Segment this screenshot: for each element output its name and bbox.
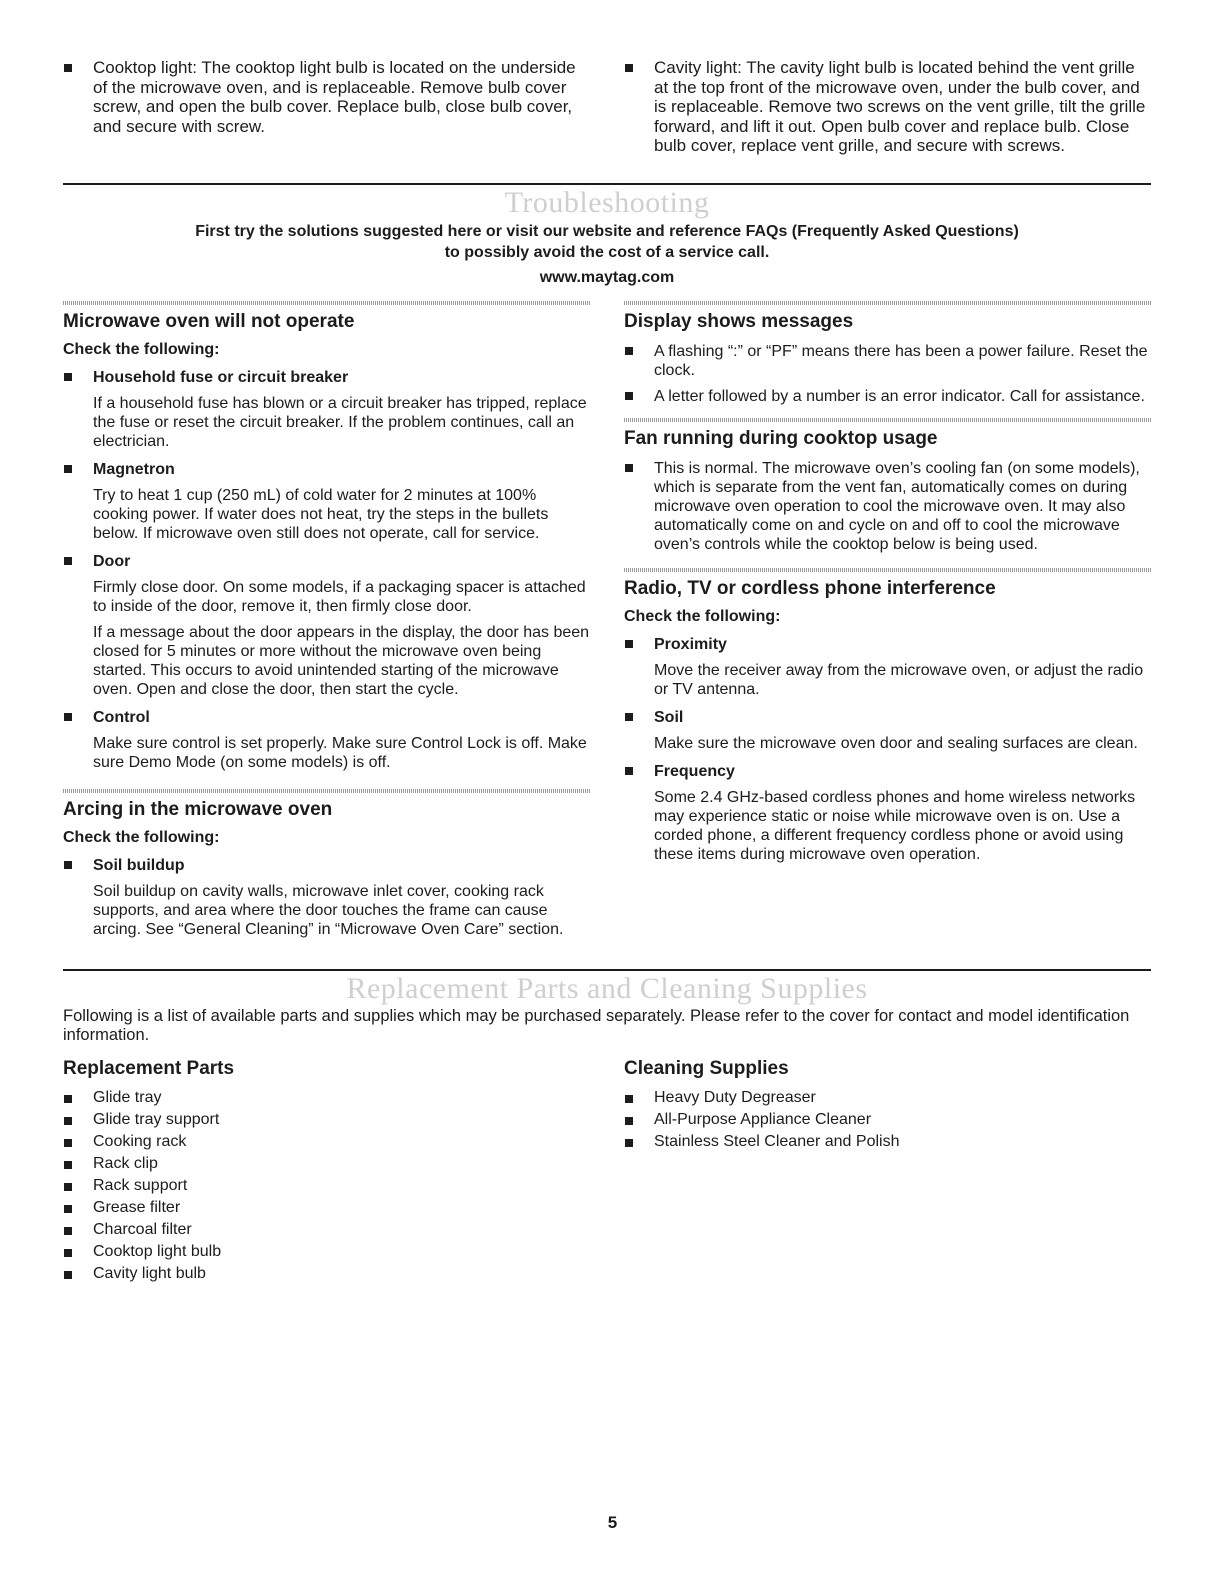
- problem-heading: Fan running during cooktop usage: [624, 427, 938, 449]
- list-item: Stainless Steel Cleaner and Polish: [624, 1131, 1151, 1153]
- problem-heading: Microwave oven will not operate: [63, 310, 355, 332]
- parts-heading: Replacement Parts: [63, 1057, 235, 1079]
- replacement-columns: [63, 1058, 1151, 1285]
- troubleshooting-right-column: [624, 301, 1151, 939]
- cause-title: Door: [63, 552, 590, 571]
- solution-text: Make sure control is set properly. Make sure Control Lock is off. Make sure Demo Mode (on some models) is off.: [93, 734, 587, 771]
- solution-text: Move the receiver away from the microwave oven, or adjust the radio or TV antenna.: [654, 661, 1144, 698]
- replacement-intro: Following is a list of available parts and supplies which may be purchased separately. Please refer to the cover for contact and model identification information.: [63, 1006, 1130, 1044]
- dotted-divider: [624, 418, 1151, 422]
- check-label: Check the following:: [63, 340, 220, 358]
- website-link[interactable]: www.maytag.com: [539, 268, 675, 286]
- cavity-light-bullet: Cavity light: The cavity light bulb is located behind the vent grille at the top front of the microwave oven, under the bulb cover, and is replaceable. Remove two screws on the vent grille, tilt the grille forward, and lift it out. Open bulb cover and replace bulb. Close bulb cover, replace vent grille, and secure with screws.: [624, 58, 1151, 156]
- manual-page: [63, 58, 1151, 1285]
- light-bulb-section: [63, 58, 1151, 156]
- solution-text: Some 2.4 GHz-based cordless phones and home wireless networks may experience static or noise while microwave oven is on. Use a corded phone, a different frequency cordless phone or avoid using these items during microwave oven operation.: [654, 788, 1136, 863]
- list-item: A letter followed by a number is an error indicator. Call for assistance.: [624, 387, 1151, 406]
- cooktop-light-bullet: Cooktop light: The cooktop light bulb is located on the underside of the microwave oven, and is replaceable. Remove bulb cover screw, and open the bulb cover. Replace bulb, close bulb cover, and secure with screw.: [63, 58, 590, 136]
- problem-heading: Arcing in the microwave oven: [63, 798, 333, 820]
- list-item: Grease filter: [63, 1197, 590, 1219]
- cause-title: Soil: [624, 708, 1151, 727]
- replacement-title: Replacement Parts and Cleaning Supplies: [346, 971, 868, 1005]
- solution-text: If a message about the door appears in the display, the door has been closed for 5 minutes or more without the microwave oven being started. This occurs to avoid unintended starting of the microwave oven. Open and close the door, then start the cycle.: [93, 623, 590, 698]
- solution-text: Soil buildup on cavity walls, microwave inlet cover, cooking rack supports, and area where the door touches the frame can cause arcing. See “General Cleaning” in “Microwave Oven Care” section.: [93, 882, 564, 938]
- check-label: Check the following:: [624, 607, 781, 625]
- problem-heading: Radio, TV or cordless phone interference: [624, 577, 996, 599]
- troubleshooting-intro-line1: First try the solutions suggested here or visit our website and reference FAQs (Frequently Asked Questions): [195, 222, 1019, 240]
- list-item: Rack support: [63, 1175, 590, 1197]
- list-item: All-Purpose Appliance Cleaner: [624, 1109, 1151, 1131]
- section-divider: [63, 183, 1151, 185]
- cause-title: Frequency: [624, 762, 1151, 781]
- solution-text: Try to heat 1 cup (250 mL) of cold water for 2 minutes at 100% cooking power. If water does not heat, try the steps in the bullets below. If microwave oven still does not operate, call for service.: [93, 486, 549, 542]
- list-item: Rack clip: [63, 1153, 590, 1175]
- list-item: Cooktop light bulb: [63, 1241, 590, 1263]
- cause-title: Household fuse or circuit breaker: [63, 368, 590, 387]
- cause-title: Control: [63, 708, 590, 727]
- supplies-heading: Cleaning Supplies: [624, 1057, 789, 1079]
- troubleshooting-intro-line2: to possibly avoid the cost of a service call.: [444, 243, 770, 261]
- cause-title: Proximity: [624, 635, 1151, 654]
- list-item: Glide tray support: [63, 1109, 590, 1131]
- dotted-divider: [624, 568, 1151, 572]
- list-item: Charcoal filter: [63, 1219, 590, 1241]
- list-item: Heavy Duty Degreaser: [624, 1087, 1151, 1109]
- dotted-divider: [63, 789, 590, 793]
- dotted-divider: [63, 301, 590, 305]
- list-item: Cooking rack: [63, 1131, 590, 1153]
- list-item: Cavity light bulb: [63, 1263, 590, 1285]
- cause-title: Soil buildup: [63, 856, 590, 875]
- parts-list: [63, 1087, 590, 1285]
- solution-text: If a household fuse has blown or a circuit breaker has tripped, replace the fuse or reset the circuit breaker. If the problem continues, call an electrician.: [93, 394, 587, 450]
- solution-text: Firmly close door. On some models, if a packaging spacer is attached to inside of the door, remove it, then firmly close door.: [93, 578, 586, 615]
- cause-title: Magnetron: [63, 460, 590, 479]
- solution-text: Make sure the microwave oven door and sealing surfaces are clean.: [654, 734, 1138, 752]
- check-label: Check the following:: [63, 828, 220, 846]
- list-item: A flashing “:” or “PF” means there has been a power failure. Reset the clock.: [624, 342, 1151, 380]
- troubleshooting-title: Troubleshooting: [504, 185, 710, 219]
- page-number: 5: [607, 1513, 618, 1532]
- list-item: Glide tray: [63, 1087, 590, 1109]
- supplies-list: [624, 1087, 1151, 1153]
- supplies-column: [624, 1058, 1151, 1285]
- troubleshooting-columns: [63, 301, 1151, 939]
- troubleshooting-left-column: [63, 301, 590, 939]
- list-item: This is normal. The microwave oven’s cooling fan (on some models), which is separate from the vent fan, automatically comes on during microwave oven operation to cool the microwave oven. It may also automatically come on and cycle on and off to cool the microwave oven’s controls while the cooktop below is being used.: [624, 459, 1151, 554]
- parts-column: [63, 1058, 590, 1285]
- problem-heading: Display shows messages: [624, 310, 854, 332]
- dotted-divider: [624, 301, 1151, 305]
- section-divider: [63, 969, 1151, 971]
